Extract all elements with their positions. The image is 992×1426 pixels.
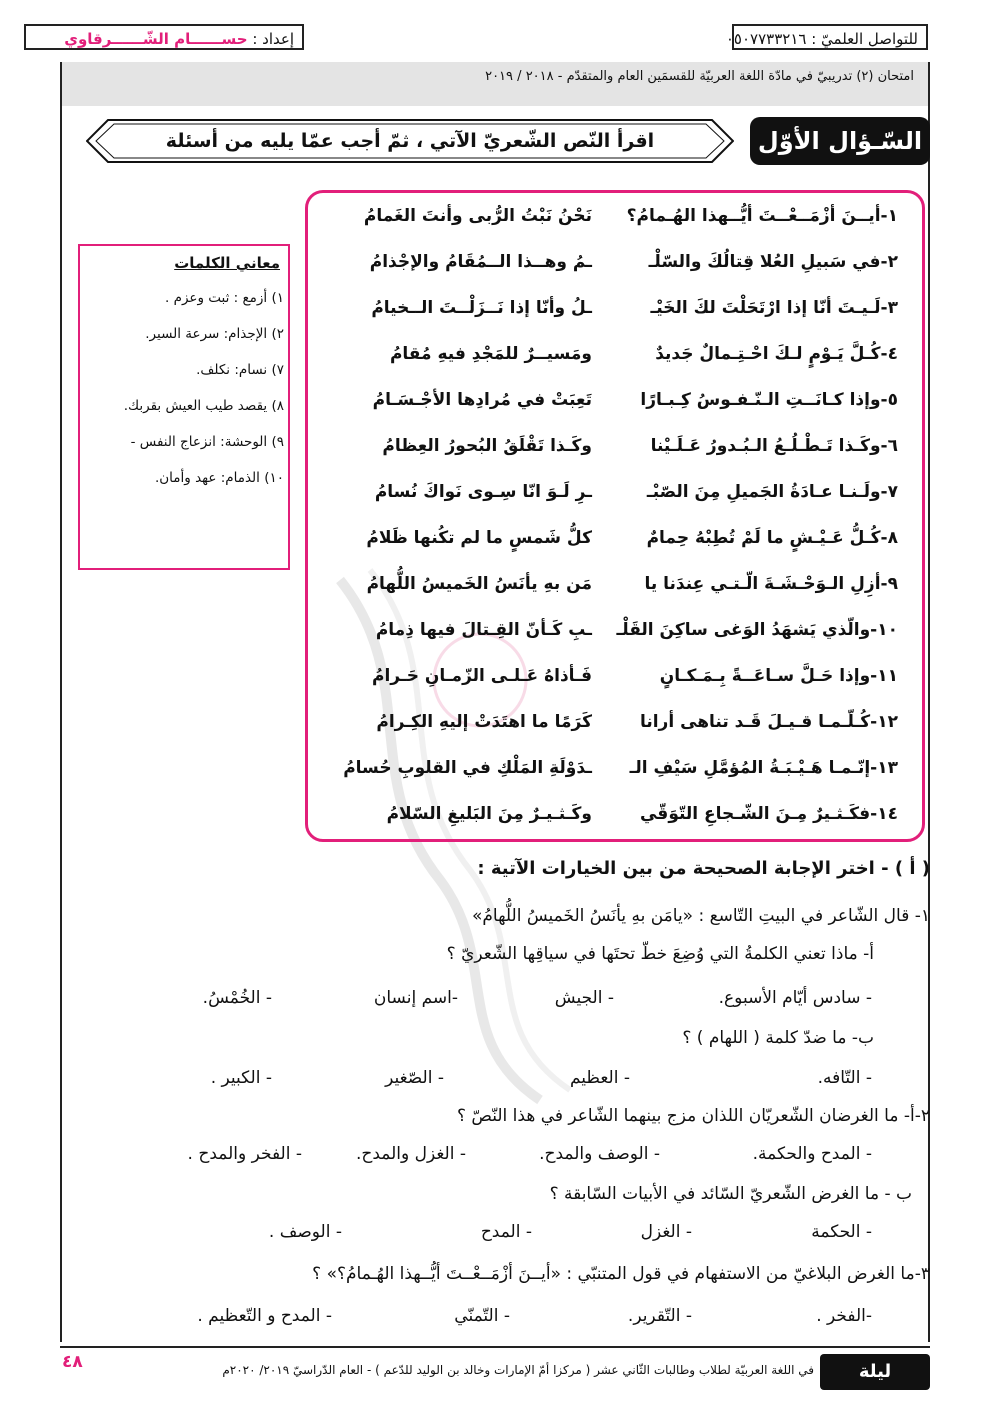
section-a-heading: ( أ ) - اختر الإجابة الصحيحة من بين الخيارات الآتية : xyxy=(477,858,930,879)
verse-second-hemistich: كَرَمًا ما اهتَدَتْ إليهِ الكِـرامُ xyxy=(376,712,592,732)
word-meanings-box xyxy=(78,244,290,570)
verse-first-hemistich: ١٠-والّذي يَشهَدُ الوَغى ساكِنَ القَلْـ xyxy=(616,620,898,640)
footer-text: في اللغة العربيّة لطلاب وطالبات الثّاني عشر ( مركزا أمّ الإمارات وخالد بن الوليد للدّعم ) - العام الدّراسيّ ٢٠١٩/ ٢٠٢٠م xyxy=(222,1363,814,1377)
poem-box xyxy=(305,190,925,842)
verse-first-hemistich: ٢-في سَبيلِ العُلا قِتالُكَ والسّلْـ xyxy=(648,252,898,272)
contact-text: للتواصل العلميّ : ٠٥٠٧٧٣٣٢١٦ xyxy=(725,30,918,48)
q1-stem: ١- قال الشّاعر في البيتِ التّاسع : «يامَن بهِ يأنَسُ الخَميسُ اللُّهامُ» xyxy=(471,906,930,926)
q2-a-stem: ٢-أ- ما الغرضان الشّعريّان اللذان مزج بينهما الشّاعر في هذا النّصّ ؟ xyxy=(456,1106,930,1126)
answer-option[interactable]: - المدح والحكمة. xyxy=(752,1144,872,1164)
answer-option[interactable]: - الوصف . xyxy=(268,1222,342,1242)
answer-option[interactable]: - التّقرير. xyxy=(627,1306,692,1326)
verse-first-hemistich: ٣-لَـيـتَ أنّا إذا ارْتَحَلْتَ لكَ الخَيْـ xyxy=(650,298,898,318)
answer-option[interactable]: - الغزل xyxy=(640,1222,692,1242)
answer-option[interactable]: - الوصف والمدح. xyxy=(539,1144,660,1164)
q3-stem: ٣-ما الغرض البلاغيّ من الاستفهام في قول المتنبّي : «أيــنَ أزْمَــعْــتَ أيُّــهذا الهُـمامُ؟» ؟ xyxy=(312,1264,930,1284)
answer-option[interactable]: - الصّغير xyxy=(385,1068,444,1088)
verse-first-hemistich: ٦-وكَـذا تَـطْـلُـعُ الـبُـدورُ عَـلَـيْنا xyxy=(650,436,898,456)
q1-b-stem: ب- ما ضدّ كلمة ( اللهام ) ؟ xyxy=(682,1028,874,1048)
instruction-text: اقرأ النّص الشّعريّ الآتي ، ثمّ أجب عمّا يليه من أسئلة xyxy=(165,130,655,152)
author-box xyxy=(24,24,304,50)
q1-a-stem: أ- ماذا تعني الكلمةُ التي وُضِعَ خطّ تحتَها في سياقِها الشّعريّ ؟ xyxy=(446,944,874,964)
verse-first-hemistich: ١١-وإذا حَـلَّ سـاعَــةً بِـمَـكـانٍ xyxy=(659,666,898,686)
answer-option[interactable]: - الكبير . xyxy=(210,1068,272,1088)
answer-option[interactable]: - الفخر والمدح . xyxy=(187,1144,302,1164)
verse-second-hemistich: وكَـثـيـرٌ مِنَ البَليغِ السّلامُ xyxy=(386,804,592,824)
meanings-title: معاني الكلمات xyxy=(174,254,280,272)
answer-option[interactable]: - الخُمْسُ. xyxy=(202,988,272,1008)
verse-second-hemistich: ـلُ وأنّا إذا نَــزَلْــتَ الــخيامُ xyxy=(371,298,592,318)
verse-second-hemistich: وكَـذا تَقْلَقُ البُحورُ العِظامُ xyxy=(382,436,592,456)
meaning-item: ١٠) الذمام: عهد وأمان. xyxy=(154,470,284,486)
answer-option[interactable]: - العظيم xyxy=(569,1068,630,1088)
answer-option[interactable]: -الفخر . xyxy=(816,1306,872,1326)
verse-first-hemistich: ٨-كُـلُّ عَـيْـشٍ ما لَمْ تُطِبْهُ حِمامٌ xyxy=(646,528,898,548)
answer-option[interactable]: - التّمنّي xyxy=(454,1306,510,1326)
page-number: ٤٨ xyxy=(62,1352,83,1372)
meaning-item: ١) أزمع : ثبت وعزم . xyxy=(165,290,284,306)
verse-second-hemistich: نَحْنُ نَبْتُ الرُّبى وأنتَ الغَمامُ xyxy=(363,206,592,226)
verse-first-hemistich: ١٤-فكَـثـيرٌ مِـنَ الشّـجاعِ التّوَقّي xyxy=(639,804,898,824)
left-divider xyxy=(60,62,62,1342)
contact-box xyxy=(725,24,928,50)
verse-second-hemistich: ـمُ وهــذا الــمُقَامُ والإجْذامُ xyxy=(369,252,592,272)
question-badge: السّـؤال الأوّل xyxy=(750,117,930,165)
verse-first-hemistich: ٤-كُـلَّ يَـوْمٍ لـكَ احْـتِـمالٌ جَديدٌ xyxy=(655,344,898,364)
answer-option[interactable]: - سادس أيّام الأسبوع. xyxy=(718,988,872,1008)
verse-second-hemistich: تَعِبَتْ في مُرادِها الأجْـسَـامُ xyxy=(372,390,592,410)
footer-rule xyxy=(60,1346,930,1348)
verse-first-hemistich: ٧-ولَـنـا عـادَةُ الجَميلِ مِنَ الصّبْـ xyxy=(646,482,898,502)
exam-header-text: امتحان (٢) تدريبيّ في مادّة اللغة العربيّة للقسمَين العام والمتقدّم - ٢٠١٨ / ٢٠١٩ xyxy=(485,69,914,84)
verse-first-hemistich: ١-أيــنَ أزْمَــعْــتَ أيُّــهذا الهُـمامُ؟ xyxy=(626,206,898,226)
verse-second-hemistich: فَـأذاهُ عَـلـى الزّمـانِ حَـرامُ xyxy=(372,666,592,686)
q2-b-stem: ب - ما الغرض الشّعريّ السّائد في الأبيات السّابقة ؟ xyxy=(549,1184,912,1204)
right-divider xyxy=(928,62,930,1342)
verse-first-hemistich: ١٢-كُـلّـمـا قـيـلَ قَـد تناهى أرانا xyxy=(639,712,898,732)
verse-second-hemistich: كلُّ شَمسٍ ما لم تكُنها ظَلامُ xyxy=(366,528,592,548)
answer-option[interactable]: - التّافه. xyxy=(817,1068,872,1088)
answer-option[interactable]: - الحكمة xyxy=(811,1222,872,1242)
answer-option[interactable]: - الغزل والمدح. xyxy=(355,1144,466,1164)
verse-first-hemistich: ١٣-إنّـمـا هَـيْـبَـةُ المُؤمَّلِ سَيْفِ الـ xyxy=(629,758,898,778)
verse-second-hemistich: ـبِ كَـأنّ القِـتالَ فيها ذِمامُ xyxy=(375,620,592,640)
answer-option[interactable]: - المدح xyxy=(480,1222,532,1242)
meaning-item: ٨) يقصد طيب العيش بقربك. xyxy=(123,398,284,414)
instruction-banner xyxy=(86,119,734,163)
verse-first-hemistich: ٥-وإذا كـانَــتِ الـنّـفـوسُ كِـبـارًا xyxy=(640,390,898,410)
answer-option[interactable]: - المدح و التّعظيم . xyxy=(197,1306,332,1326)
meaning-item: ٢) الإجذام: سرعة السير. xyxy=(145,326,284,342)
answer-option[interactable]: -اسم إنسان xyxy=(373,988,458,1008)
author-label: إعداد : xyxy=(252,30,294,48)
verse-second-hemistich: ـدَوْلَةِ المَلْكِ في القلوبِ حُسامُ xyxy=(343,758,592,778)
verse-second-hemistich: ـرِ لَـوَ انّا سِـوى نَواكَ نُسامُ xyxy=(374,482,592,502)
verse-first-hemistich: ٩-أزِلِ الـوَحْـشَـةَ الّـتـي عِندَنا يا xyxy=(644,574,898,594)
answer-option[interactable]: - الجيش xyxy=(554,988,614,1008)
meaning-item: ٧) نسام: نكلف. xyxy=(196,362,284,378)
footer-tag: ليلة الامتحان xyxy=(820,1354,930,1390)
verse-second-hemistich: مَن بهِ يأنَسُ الخَميسُ اللُّهامُ xyxy=(366,574,592,594)
meaning-item: ٩) الوحشة: انزعاج النفس - xyxy=(130,434,284,450)
exam-header xyxy=(60,62,928,106)
verse-second-hemistich: ومَسيــرٌ للمَجْدِ فيهِ مُقامُ xyxy=(389,344,592,364)
author-name: حســــــام الشّــــــرقاوي xyxy=(64,30,248,48)
